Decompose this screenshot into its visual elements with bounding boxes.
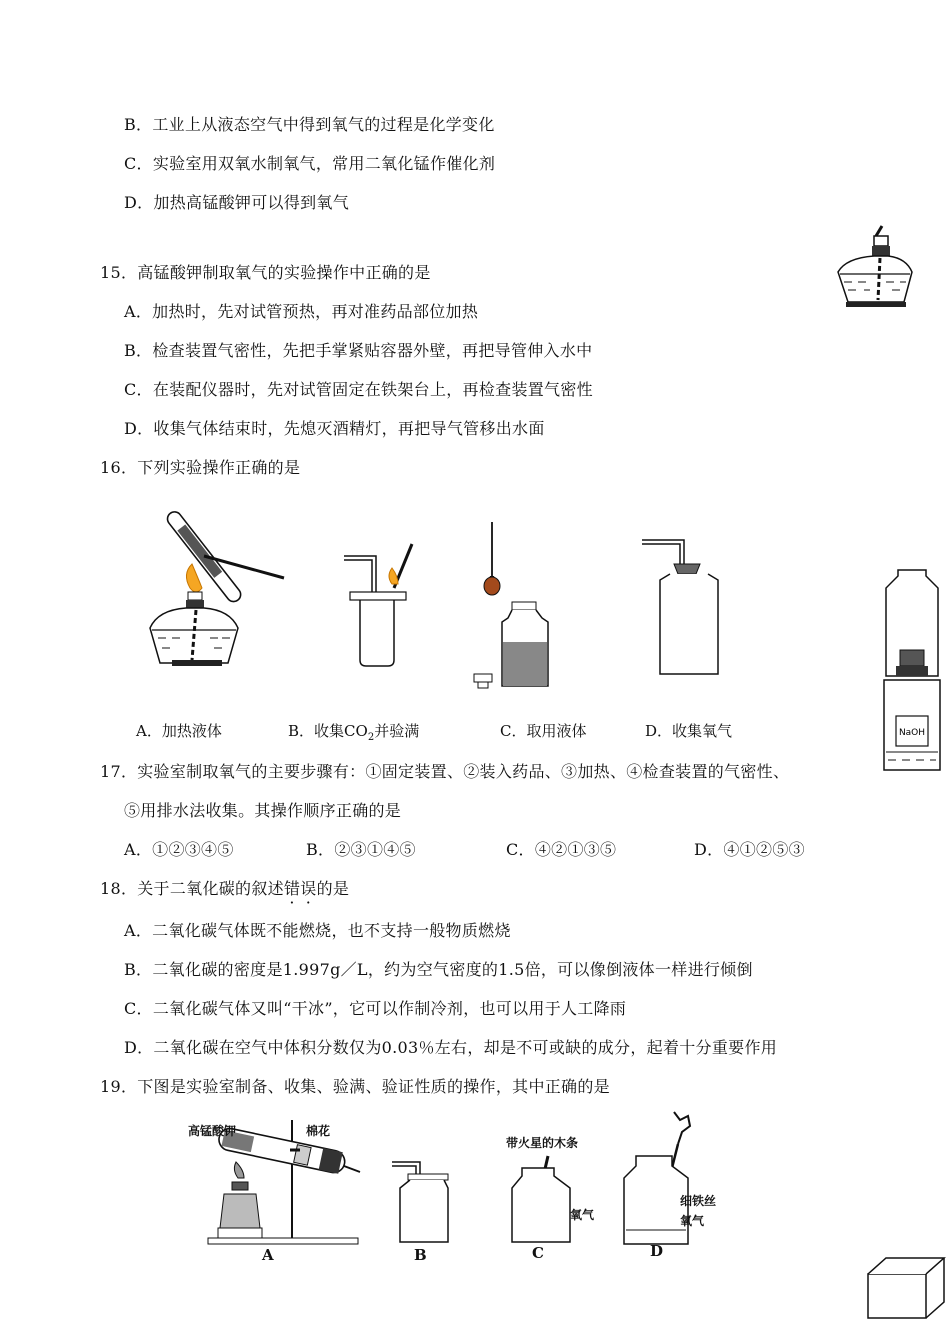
figure-19b-bottle (386, 1152, 452, 1246)
q16-caption-c: C．取用液体 (500, 722, 587, 740)
figure-collect-co2 (336, 540, 426, 670)
q18-stem: 18．关于二氧化碳的叙述错误的是 (100, 879, 350, 898)
q19-caption-d: D (650, 1242, 664, 1260)
q18-option-a: A．二氧化碳气体既不能燃烧，也不支持一般物质燃烧 (124, 921, 511, 940)
figure-take-liquid (466, 518, 556, 696)
q16-caption-a: A．加热液体 (136, 722, 222, 740)
cube-figure (864, 1254, 948, 1320)
label-kmno4: 高锰酸钾 (188, 1124, 237, 1138)
figure-collect-oxygen (640, 534, 730, 680)
naoh-label: NaOH (898, 728, 926, 738)
q18-option-c: C．二氧化碳气体又叫“干冰”，它可以作制冷剂，也可以用于人工降雨 (124, 999, 627, 1018)
q15-option-c: C．在装配仪器时，先对试管固定在铁架台上，再检查装置气密性 (124, 380, 593, 399)
q19-caption-a: A (262, 1246, 274, 1264)
q19-stem: 19．下图是实验室制备、收集、验满、验证性质的操作，其中正确的是 (100, 1077, 610, 1096)
q17-option-b: B．②③①④⑤ (306, 840, 416, 859)
figure-heating-liquid (144, 508, 294, 670)
label-oxygen-c: 氧气 (570, 1208, 595, 1222)
figure-naoh-bottle (880, 566, 946, 774)
q14-option-b: B．工业上从液态空气中得到氧气的过程是化学变化 (124, 115, 495, 134)
q14-option-c: C．实验室用双氧水制氧气，常用二氧化锰作催化剂 (124, 154, 496, 173)
label-oxygen-d: 氧气 (680, 1214, 705, 1228)
q16-caption-b: B．收集$CO_2$并验满 (288, 722, 420, 743)
alcohol-lamp-figure (834, 222, 916, 314)
q15-option-d: D．收集气体结束时，先熄灭酒精灯，再把导气管移出水面 (124, 419, 545, 438)
label-glowing-splint: 带火星的木条 (506, 1136, 579, 1150)
q16-stem: 16．下列实验操作正确的是 (100, 458, 301, 477)
q15-option-b: B．检查装置气密性，先把手掌紧贴容器外壁，再把导管伸入水中 (124, 341, 593, 360)
figure-19c-splint-test (504, 1152, 580, 1246)
q15-option-a: A．加热时，先对试管预热，再对准药品部位加热 (124, 302, 479, 321)
q17-option-a: A．①②③④⑤ (124, 840, 234, 859)
q14-option-d: D．加热高锰酸钾可以得到氧气 (124, 193, 350, 212)
q18-option-d: D．二氧化碳在空气中体积分数仅为0.03％左右，却是不可或缺的成分，起着十分重要作用 (124, 1038, 778, 1057)
q18-option-b: B．二氧化碳的密度是1.997g／L，约为空气密度的1.5倍，可以像倒液体一样进行倾倒 (124, 960, 753, 979)
q17-stem-line1: 17．实验室制取氧气的主要步骤有：①固定装置、②装入药品、③加热、④检查装置的气密性、 (100, 762, 790, 781)
q15-stem: 15．高锰酸钾制取氧气的实验操作中正确的是 (100, 263, 431, 282)
q16-caption-d: D．收集氧气 (645, 722, 733, 740)
label-iron-wire: 细铁丝 (680, 1194, 717, 1208)
q19-caption-c: C (532, 1244, 544, 1262)
q19-caption-b: B (414, 1246, 427, 1264)
q17-stem-line2: ⑤用排水法收集。其操作顺序正确的是 (124, 801, 402, 820)
q17-option-c: C．④②①③⑤ (506, 840, 617, 859)
q17-option-d: D．④①②⑤③ (694, 840, 805, 859)
label-cotton: 棉花 (306, 1124, 331, 1138)
